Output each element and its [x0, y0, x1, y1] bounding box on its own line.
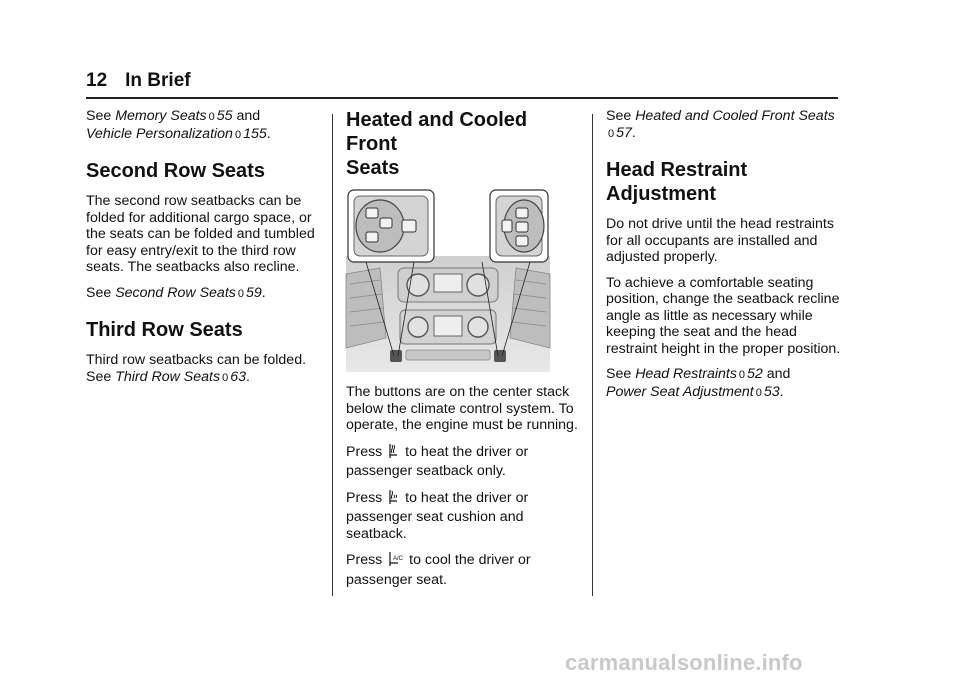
heated-seats-reference: See Heated and Cooled Front Seats 0 57. — [606, 108, 835, 141]
second-row-page[interactable]: 59 — [245, 284, 262, 301]
memory-seats-reference: See Memory Seats 0 55 and Vehicle Personalization 0 155. — [86, 108, 271, 142]
heated-seats-page[interactable]: 57 — [616, 124, 632, 141]
seat-buttons-figure — [346, 188, 550, 372]
power-seat-page[interactable]: 53 — [763, 383, 780, 400]
reference-arrow-icon: 0 — [208, 111, 215, 123]
head-restraint-heading: Head Restraint Adjustment — [606, 159, 748, 205]
column-1 — [86, 108, 322, 395]
svg-text:A/C: A/C — [393, 556, 404, 562]
third-row-page[interactable]: 63 — [230, 368, 246, 385]
heat-seatback-instruction: Press to heat the driver or passenger seatback only. — [346, 443, 529, 479]
head-restraint-reference: See Head Restraints 0 52 and Power Seat Adjustment 0 53. — [606, 366, 791, 400]
memory-seats-page[interactable]: 55 — [216, 108, 233, 124]
second-row-link[interactable]: Second Row Seats — [115, 284, 236, 301]
head-restraint-para1: Do not drive until the head restraints for all occupants are installed and adjusted properly. — [606, 216, 834, 265]
head-restraints-link[interactable]: Head Restraints — [635, 366, 737, 382]
section-title: In Brief — [125, 70, 191, 91]
center-stack-text: The buttons are on the center stack below the climate control system. To operate, the engine must be running. — [346, 384, 578, 433]
heat-cushion-instruction: Press to heat the driver or passenger seat cushion and seatback. — [346, 489, 529, 542]
vehicle-personalization-page[interactable]: 155 — [243, 125, 267, 142]
cool-instruction: Press A/C to cool the driver or passenger seat. — [346, 552, 531, 588]
seat-heat-icon — [388, 489, 398, 510]
reference-arrow-icon: 0 — [234, 128, 242, 141]
third-row-heading: Third Row Seats — [86, 319, 243, 341]
third-row-link[interactable]: Third Row Seats — [115, 368, 221, 385]
seatback-heat-icon — [388, 443, 398, 464]
column-divider-1 — [332, 114, 333, 596]
column-2 — [346, 108, 582, 597]
heated-seats-link[interactable]: Heated and Cooled Front Seats — [635, 108, 835, 124]
page-number: 12 — [86, 70, 108, 91]
head-restraints-page[interactable]: 52 — [747, 366, 763, 382]
second-row-body: The second row seatbacks can be folded for additional cargo space, or the seats can be folded and tumbled for easy entry/exit to the third row seats. The seatbacks also recline. — [86, 193, 315, 275]
power-seat-link[interactable]: Power Seat Adjustment — [606, 383, 754, 400]
column-3 — [606, 108, 842, 410]
vehicle-personalization-link[interactable]: Vehicle Personalization — [86, 125, 233, 142]
seat-cool-icon — [388, 551, 402, 572]
head-restraint-para2: To achieve a comfortable seating position, change the seatback recline angle as little as necessary while keeping the seat and the head restraint height in the proper position. — [606, 274, 841, 357]
heated-cooled-heading: Heated and Cooled Front Seats — [346, 109, 528, 179]
reference-arrow-icon: 0 — [738, 369, 746, 381]
reference-arrow-icon: 0 — [608, 127, 615, 140]
memory-seats-link[interactable]: Memory Seats — [115, 108, 207, 124]
reference-arrow-icon: 0 — [755, 386, 762, 399]
third-row-body: Third row seatbacks can be folded. See Third Row Seats 0 63. — [86, 352, 307, 385]
watermark: carmanualsonline.info — [565, 650, 803, 675]
second-row-reference: See Second Row Seats 0 59. — [86, 284, 266, 301]
page-header — [86, 70, 191, 92]
reference-arrow-icon: 0 — [222, 371, 229, 384]
center-stack-illustration — [346, 188, 550, 372]
header-rule — [86, 97, 838, 99]
reference-arrow-icon: 0 — [237, 287, 244, 300]
column-divider-2 — [592, 114, 593, 596]
second-row-heading: Second Row Seats — [86, 160, 265, 182]
